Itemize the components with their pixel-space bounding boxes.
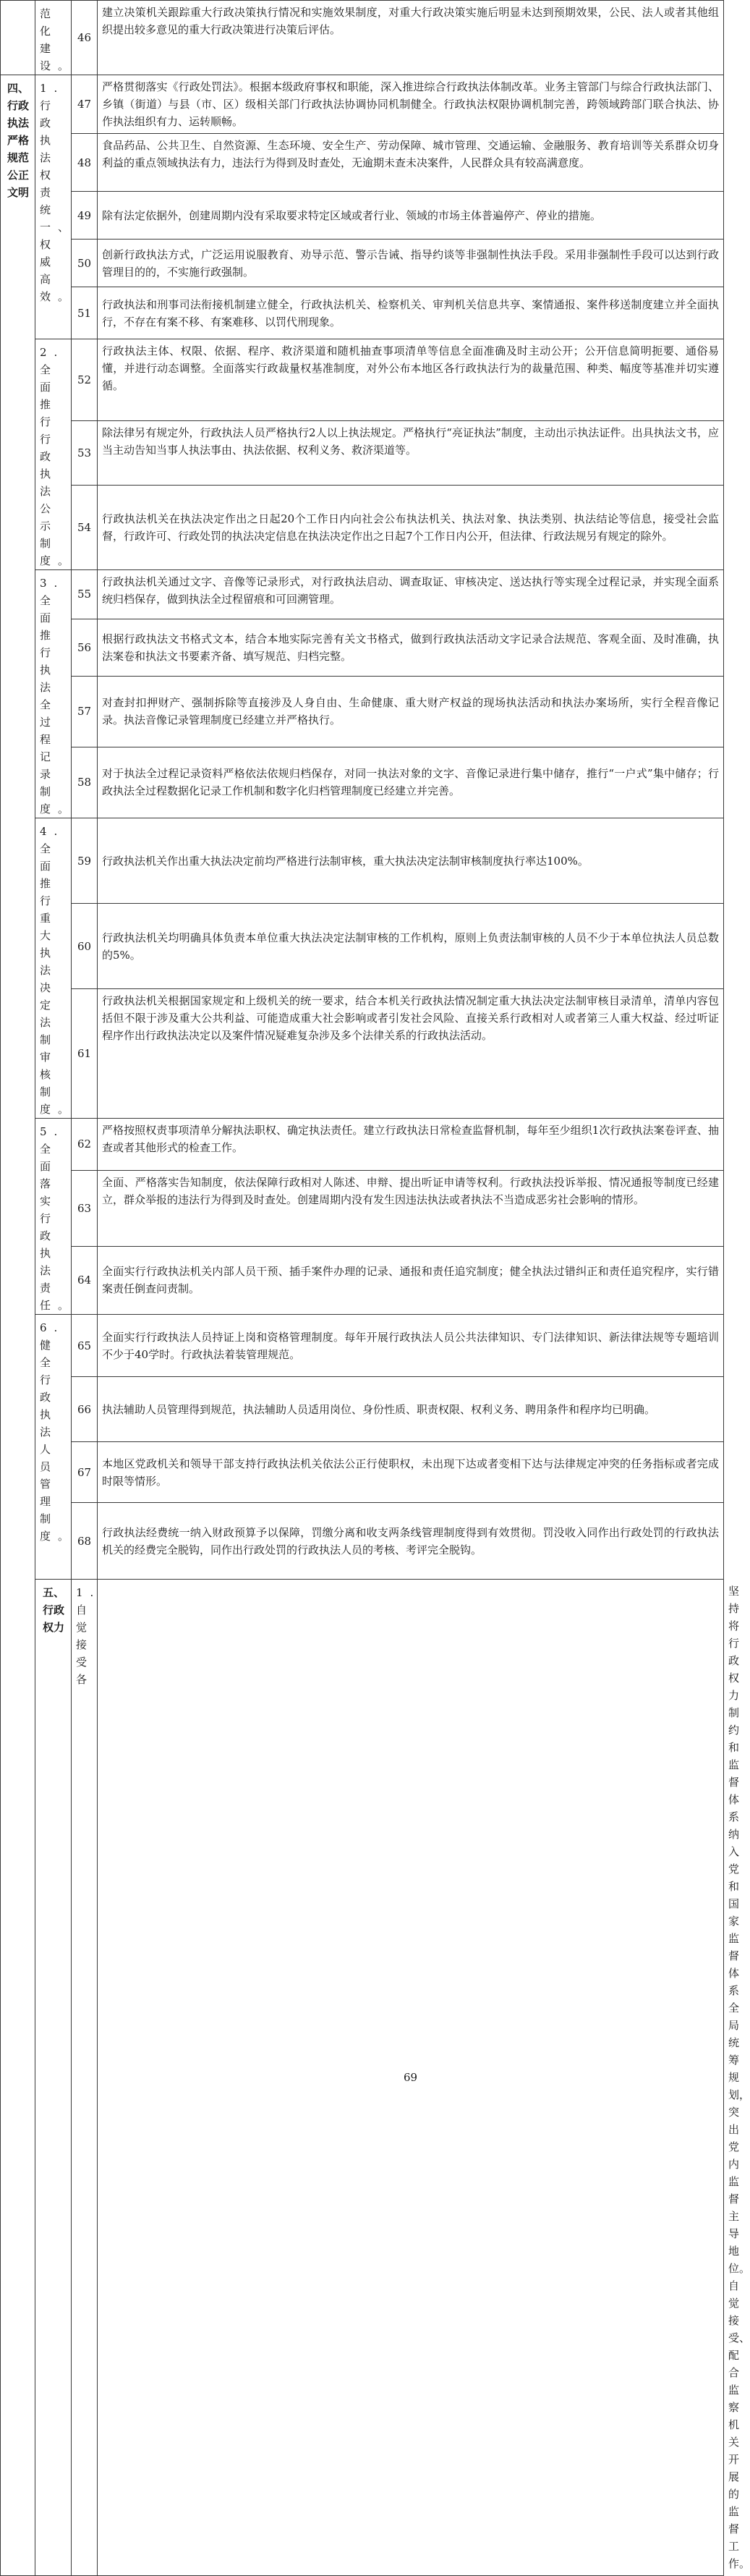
item-number: 46 xyxy=(72,1,98,75)
item-number: 56 xyxy=(72,619,98,676)
table-row xyxy=(1,1170,724,1246)
item-number: 61 xyxy=(72,989,98,1119)
item-number: 55 xyxy=(72,570,98,619)
item-text: 除有法定依据外，创建周期内没有采取要求特定区域或者行业、领域的市场主体普遍停产、停业的措施。 xyxy=(98,192,724,240)
category-cell: 四、行政执法严格规范公正文明 xyxy=(1,75,35,2576)
item-text: 行政执法和刑事司法衔接机制建立健全，行政执法机关、检察机关、审判机关信息共享、案情通报、案件移送制度建立并全面执行，不存在有案不移、有案难移、以罚代刑现象。 xyxy=(98,287,724,339)
table-row xyxy=(1,1377,724,1442)
table-row xyxy=(1,1,724,75)
table-row xyxy=(1,287,724,339)
table-row xyxy=(1,676,724,747)
table-row xyxy=(1,904,724,989)
table-row xyxy=(1,1119,724,1171)
table-row: 五、行政权力 1.自觉接受各 69 坚持将行政权力制约和监督体系纳入党和国家监督体系全局统筹规划，突出党内监督主导地位。自觉接受、配合监察机关开展的监督工作。 xyxy=(1,1580,724,2576)
table-row xyxy=(1,1315,724,1377)
item-number: 59 xyxy=(72,818,98,904)
item-text: 行政执法经费统一纳入财政预算予以保障，罚缴分离和收支两条线管理制度得到有效贯彻。罚没收入同作出行政处罚的行政执法机关的经费完全脱钩，同作出行政处罚的行政执法人员的考核、考评完全脱钩。 xyxy=(98,1503,724,1580)
table-row xyxy=(1,1246,724,1314)
item-number: 63 xyxy=(72,1170,98,1246)
item-number: 65 xyxy=(72,1315,98,1377)
subcategory-cell: 范化建设。 xyxy=(35,1,72,75)
table-row xyxy=(1,339,724,421)
item-number: 68 xyxy=(72,1503,98,1580)
item-number: 48 xyxy=(72,134,98,192)
subcategory-cell: 2.全面推行行政执法公示制度。 xyxy=(35,339,72,570)
table-row xyxy=(1,818,724,904)
item-number: 62 xyxy=(72,1119,98,1171)
table-row xyxy=(1,989,724,1119)
subcategory-cell: 3.全面推行执法全过程记录制度。 xyxy=(35,570,72,818)
item-number: 52 xyxy=(72,339,98,421)
table-row xyxy=(1,1503,724,1580)
category-cell xyxy=(1,1,35,75)
item-number: 54 xyxy=(72,486,98,570)
table-row xyxy=(1,192,724,240)
item-number: 49 xyxy=(72,192,98,240)
category-cell: 五、行政权力 xyxy=(35,1580,72,2576)
table-row xyxy=(1,420,724,485)
table-row xyxy=(1,570,724,619)
item-text: 行政执法机关均明确具体负责本单位重大执法决定法制审核的工作机构，原则上负责法制审核的人员不少于本单位执法人员总数的5%。 xyxy=(98,904,724,989)
table-row xyxy=(1,240,724,287)
subcategory-cell: 5.全面落实行政执法责任。 xyxy=(35,1119,72,1315)
item-number: 51 xyxy=(72,287,98,339)
item-text: 全面实行行政执法人员持证上岗和资格管理制度。每年开展行政执法人员公共法律知识、专门法律知识、新法律法规等专题培训不少于40学时。行政执法着装管理规范。 xyxy=(98,1315,724,1377)
item-text: 创新行政执法方式，广泛运用说服教育、劝导示范、警示告诫、指导约谈等非强制性执法手段。采用非强制性手段可以达到行政管理目的的，不实施行政强制。 xyxy=(98,240,724,287)
table-row xyxy=(1,1442,724,1503)
item-text: 本地区党政机关和领导干部支持行政执法机关依法公正行使职权，未出现下达或者变相下达与法律规定冲突的任务指标或者完成时限等情形。 xyxy=(98,1442,724,1503)
table-row xyxy=(1,486,724,570)
item-number: 58 xyxy=(72,747,98,818)
subcategory-cell: 1.自觉接受各 xyxy=(72,1580,98,2576)
subcategory-cell: 1.行政执法权责统一、权威高效。 xyxy=(35,75,72,339)
item-number: 60 xyxy=(72,904,98,989)
item-text: 食品药品、公共卫生、自然资源、生态环境、安全生产、劳动保障、城市管理、交通运输、金融服务、教育培训等关系群众切身利益的重点领域执法有力，违法行为得到及时查处，无逾期未查未决案件，人民群众具有较高满意度。 xyxy=(98,134,724,192)
item-text: 行政执法机关在执法决定作出之日起20个工作日内向社会公布执法机关、执法对象、执法类别、执法结论等信息，接受社会监督，行政许可、行政处罚的执法决定信息在执法决定作出之日起7个工作日内公开，但法律、行政法规另有规定的除外。 xyxy=(98,486,724,570)
item-number: 53 xyxy=(72,420,98,485)
item-number: 67 xyxy=(72,1442,98,1503)
item-number: 57 xyxy=(72,676,98,747)
item-text: 严格按照权责事项清单分解执法职权、确定执法责任。建立行政执法日常检查监督机制，每年至少组织1次行政执法案卷评查、抽查或者其他形式的检查工作。 xyxy=(98,1119,724,1171)
item-text: 行政执法机关通过文字、音像等记录形式，对行政执法启动、调查取证、审核决定、送达执行等实现全过程记录，并实现全面系统归档保存，做到执法全过程留痕和可回溯管理。 xyxy=(98,570,724,619)
item-number: 47 xyxy=(72,75,98,134)
table-row xyxy=(1,747,724,818)
item-text: 严格贯彻落实《行政处罚法》。根据本级政府事权和职能，深入推进综合行政执法体制改革。业务主管部门与综合行政执法部门、乡镇（街道）与县（市、区）级相关部门行政执法协调协同机制健全。行政执法权限协调机制完善，跨领域跨部门联合执法、协作执法组织有力、运转顺畅。 xyxy=(98,75,724,134)
item-number: 66 xyxy=(72,1377,98,1442)
item-text: 执法辅助人员管理得到规范，执法辅助人员适用岗位、身份性质、职责权限、权利义务、聘用条件和程序均已明确。 xyxy=(98,1377,724,1442)
item-number: 69 xyxy=(98,1580,724,2576)
item-number: 50 xyxy=(72,240,98,287)
item-text: 行政执法主体、权限、依据、程序、救济渠道和随机抽查事项清单等信息全面准确及时主动公开；公开信息简明扼要、通俗易懂，并进行动态调整。全面落实行政裁量权基准制度，对外公布本地区各行政执法行为的裁量范围、种类、幅度等基准并切实遵循。 xyxy=(98,339,724,421)
item-text: 除法律另有规定外，行政执法人员严格执行2人以上执法规定。严格执行“亮证执法”制度，主动出示执法证件。出具执法文书，应当主动告知当事人执法事由、执法依据、权利义务、救济渠道等。 xyxy=(98,420,724,485)
item-text: 行政执法机关作出重大执法决定前均严格进行法制审核，重大执法决定法制审核制度执行率达100%。 xyxy=(98,818,724,904)
item-text: 行政执法机关根据国家规定和上级机关的统一要求，结合本机关行政执法情况制定重大执法决定法制审核目录清单，清单内容包括但不限于涉及重大公共利益、可能造成重大社会影响或者引发社会风险、直接关系行政相对人或者第三人重大权益、经过听证程序作出行政执法决定以及案件情况疑难复杂涉及多个法律关系的行政执法活动。 xyxy=(98,989,724,1119)
table-row xyxy=(1,134,724,192)
subcategory-cell: 4.全面推行重大执法决定法制审核制度。 xyxy=(35,818,72,1119)
item-text: 全面实行行政执法机关内部人员干预、插手案件办理的记录、通报和责任追究制度；健全执法过错纠正和责任追究程序，实行错案责任倒查问责制。 xyxy=(98,1246,724,1314)
item-text: 对查封扣押财产、强制拆除等直接涉及人身自由、生命健康、重大财产权益的现场执法活动和执法办案场所，实行全程音像记录。执法音像记录管理制度已经建立并严格执行。 xyxy=(98,676,724,747)
item-text: 对于执法全过程记录资料严格依法依规归档保存，对同一执法对象的文字、音像记录进行集中储存，推行“一户式”集中储存；行政执法全过程数据化记录工作机制和数字化归档管理制度已经建立并完善。 xyxy=(98,747,724,818)
item-text: 全面、严格落实告知制度，依法保障行政相对人陈述、申辩、提出听证申请等权利。行政执法投诉举报、情况通报等制度已经建立，群众举报的违法行为得到及时查处。创建周期内没有发生因违法执法或者执法不当造成恶劣社会影响的情形。 xyxy=(98,1170,724,1246)
table-row xyxy=(1,75,724,134)
item-text: 建立决策机关跟踪重大行政决策执行情况和实施效果制度，对重大行政决策实施后明显未达到预期效果，公民、法人或者其他组织提出较多意见的重大行政决策进行决策后评估。 xyxy=(98,1,724,75)
item-number: 64 xyxy=(72,1246,98,1314)
item-text: 根据行政执法文书格式文本，结合本地实际完善有关文书格式，做到行政执法活动文字记录合法规范、客观全面、及时准确，执法案卷和执法文书要素齐备、填写规范、归档完整。 xyxy=(98,619,724,676)
subcategory-cell: 6.健全行政执法人员管理制度。 xyxy=(35,1315,72,1580)
table-row xyxy=(1,619,724,676)
